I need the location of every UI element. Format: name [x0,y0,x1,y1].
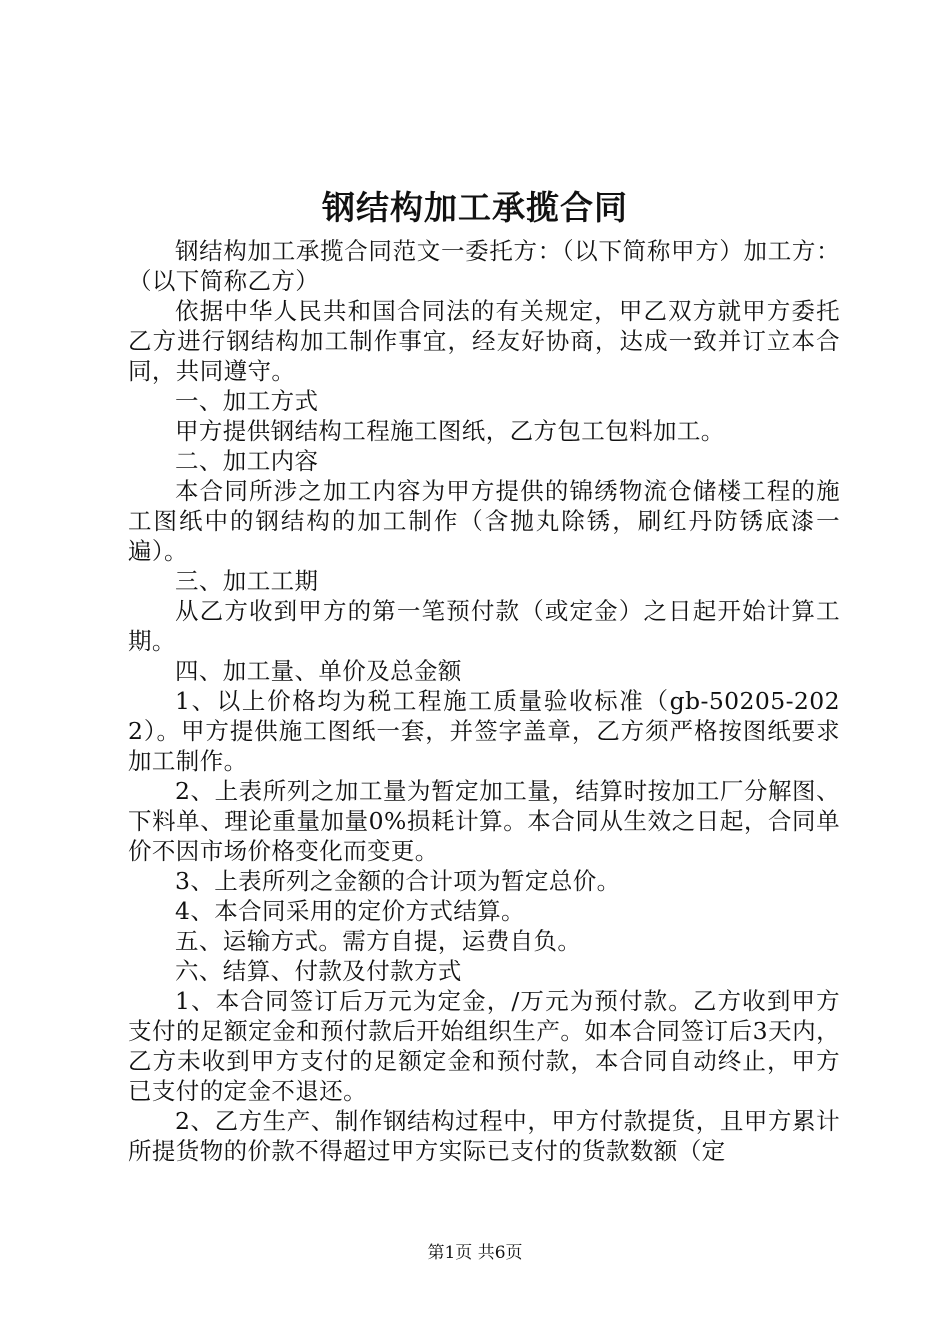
paragraph-intro: 钢结构加工承揽合同范文一委托方：（以下简称甲方）加工方：（以下简称乙方） [128,237,840,295]
paragraph-processing-content: 本合同所涉之加工内容为甲方提供的锦绣物流仓储楼工程的施工图纸中的钢结构的加工制作（含抛丸除锈，刷红丹防锈底漆一遍）。 [128,477,840,565]
page-number-footer: 第1页 共6页 [427,1243,523,1263]
section-heading-processing-period: 三、加工工期 [175,567,319,595]
section-heading-processing-method: 一、加工方式 [175,387,319,415]
document-body [128,236,840,1166]
paragraph-processing-period: 从乙方收到甲方的第一笔预付款（或定金）之日起开始计算工期。 [128,597,840,655]
paragraph-settlement-clause-2: 2、乙方生产、制作钢结构过程中，甲方付款提货，且甲方累计所提货物的价款不得超过甲方实际已支付的货款数额（定 [128,1107,840,1165]
paragraph-basis: 依据中华人民共和国合同法的有关规定，甲乙双方就甲方委托乙方进行钢结构加工制作事宜，经友好协商，达成一致并订立本合同，共同遵守。 [128,297,840,385]
section-heading-settlement: 六、结算、付款及付款方式 [175,957,462,985]
document-title: 钢结构加工承揽合同 [322,188,628,227]
section-heading-processing-content: 二、加工内容 [175,447,319,475]
paragraph-quantity-clause-3: 3、上表所列之金额的合计项为暂定总价。 [175,867,621,895]
paragraph-processing-method: 甲方提供钢结构工程施工图纸，乙方包工包料加工。 [175,417,725,445]
section-heading-transport: 五、运输方式。需方自提，运费自负。 [175,927,582,955]
paragraph-quantity-clause-4: 4、本合同采用的定价方式结算。 [175,897,525,925]
paragraph-quantity-clause-1: 1、以上价格均为税工程施工质量验收标准（gb-50205-2022）。甲方提供施工图纸一套，并签字盖章，乙方须严格按图纸要求加工制作。 [128,687,840,775]
section-heading-quantity-price: 四、加工量、单价及总金额 [175,657,462,685]
paragraph-quantity-clause-2: 2、上表所列之加工量为暂定加工量，结算时按加工厂分解图、下料单、理论重量加量0%损耗计算。本合同从生效之日起，合同单价不因市场价格变化而变更。 [128,777,840,865]
paragraph-settlement-clause-1: 1、本合同签订后万元为定金，/万元为预付款。乙方收到甲方支付的足额定金和预付款后开始组织生产。如本合同签订后3天内，乙方未收到甲方支付的足额定金和预付款，本合同自动终止，甲方已支付的定金不退还。 [128,987,840,1105]
